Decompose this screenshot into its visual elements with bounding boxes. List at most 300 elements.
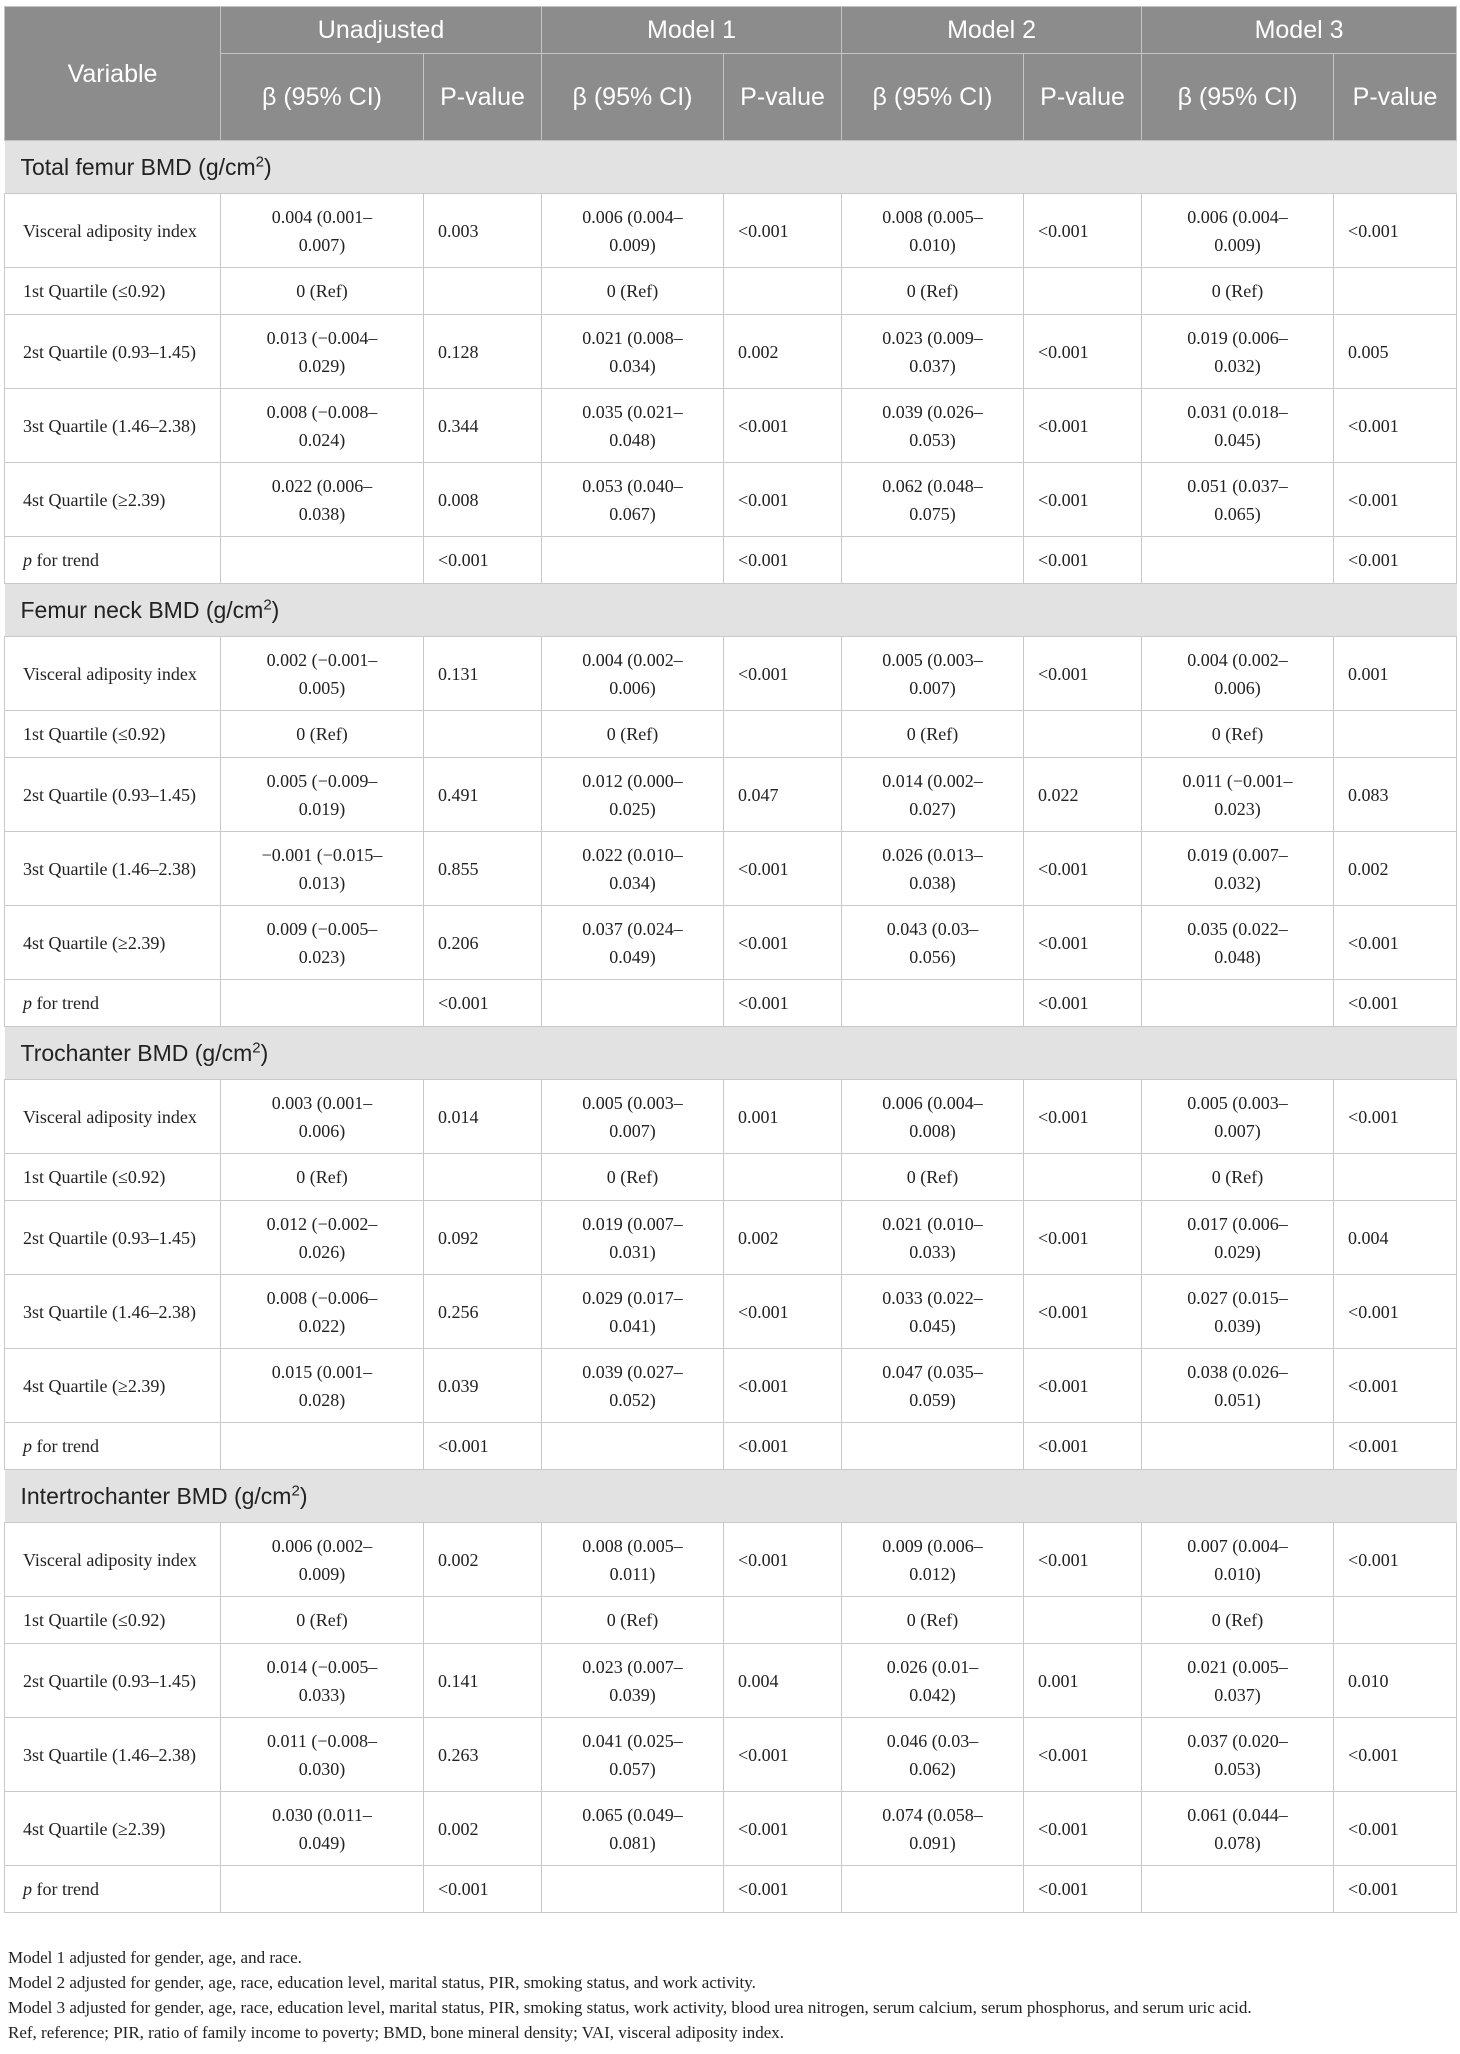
p-value-cell [1334, 711, 1457, 758]
p-value-cell: <0.001 [1334, 1792, 1457, 1866]
p-value-cell: 0.039 [424, 1349, 542, 1423]
p-value-cell: 0.022 [1024, 758, 1142, 832]
results-table-container [4, 6, 1456, 1913]
p-value-header: P-value [1334, 54, 1457, 141]
p-value-cell: <0.001 [1024, 1080, 1142, 1154]
table-row [5, 268, 1457, 315]
row-label [5, 906, 221, 980]
p-value-cell: <0.001 [1024, 463, 1142, 537]
p-value-cell: 0.141 [424, 1644, 542, 1718]
row-label [5, 980, 221, 1027]
row-label [5, 1718, 221, 1792]
p-value-cell: <0.001 [724, 980, 842, 1027]
p-value-cell: <0.001 [1334, 1423, 1457, 1470]
p-value-cell: 0.004 [724, 1644, 842, 1718]
beta-ci-cell: 0.011 (−0.008–0.030) [221, 1718, 424, 1792]
p-value-cell: <0.001 [1024, 832, 1142, 906]
row-label-text: for trend [32, 1436, 99, 1456]
unit-superscript: 2 [252, 1039, 261, 1057]
table-header [5, 7, 1457, 141]
row-label-text: 2st Quartile (0.93–1.45) [23, 1227, 196, 1248]
beta-ci-cell: −0.001 (−0.015–0.013) [221, 832, 424, 906]
beta-ci-cell: 0.053 (0.040–0.067) [542, 463, 724, 537]
p-value-cell: <0.001 [724, 832, 842, 906]
table-row [5, 711, 1457, 758]
row-label-text: 3st Quartile (1.46–2.38) [23, 1301, 196, 1322]
p-value-cell: 0.083 [1334, 758, 1457, 832]
table-row [5, 1597, 1457, 1644]
row-label-text: 1st Quartile (≤0.92) [23, 281, 166, 301]
p-value-cell: <0.001 [1024, 537, 1142, 584]
p-value-cell: <0.001 [724, 537, 842, 584]
beta-ci-cell [542, 1866, 724, 1913]
row-label-text: 1st Quartile (≤0.92) [23, 1167, 166, 1187]
p-value-cell: 0.014 [424, 1080, 542, 1154]
footnote: Model 2 adjusted for gender, age, race, education level, marital status, PIR, smoking status, and work activity. [8, 1973, 756, 1992]
beta-header: β (95% CI) [842, 54, 1024, 141]
beta-ci-cell: 0.019 (0.007–0.031) [542, 1201, 724, 1275]
p-value-cell: <0.001 [1334, 1349, 1457, 1423]
p-value-cell [1024, 268, 1142, 315]
row-label [5, 1792, 221, 1866]
beta-ci-cell: 0.006 (0.004–0.009) [542, 194, 724, 268]
p-value-header: P-value [724, 54, 842, 141]
variable-header: Variable [5, 7, 221, 141]
beta-ci-cell: 0.039 (0.026–0.053) [842, 389, 1024, 463]
p-value-cell: <0.001 [1024, 1275, 1142, 1349]
beta-ci-cell: 0.005 (−0.009–0.019) [221, 758, 424, 832]
beta-ci-cell: 0.012 (−0.002–0.026) [221, 1201, 424, 1275]
group-header-model-3: Model 3 [1142, 7, 1457, 54]
p-value-cell: 0.047 [724, 758, 842, 832]
beta-ci-cell: 0.021 (0.008–0.034) [542, 315, 724, 389]
p-value-cell [1334, 1597, 1457, 1644]
beta-ci-cell: 0.023 (0.007–0.039) [542, 1644, 724, 1718]
table-row [5, 537, 1457, 584]
row-label [5, 389, 221, 463]
beta-ci-cell: 0 (Ref) [221, 1597, 424, 1644]
p-value-cell: <0.001 [724, 463, 842, 537]
unit-superscript: 2 [291, 1482, 300, 1500]
p-value-cell: <0.001 [424, 537, 542, 584]
table-row [5, 1423, 1457, 1470]
row-label [5, 711, 221, 758]
beta-ci-cell: 0.006 (0.002–0.009) [221, 1523, 424, 1597]
p-value-cell [724, 711, 842, 758]
beta-ci-cell: 0.038 (0.026–0.051) [1142, 1349, 1334, 1423]
beta-ci-cell: 0.043 (0.03–0.056) [842, 906, 1024, 980]
p-value-cell: <0.001 [1334, 1275, 1457, 1349]
row-label-text: 4st Quartile (≥2.39) [23, 1375, 166, 1396]
section-title-text: Femur neck BMD (g/cm [20, 597, 264, 623]
p-value-cell: <0.001 [724, 637, 842, 711]
beta-ci-cell: 0.030 (0.011–0.049) [221, 1792, 424, 1866]
p-value-cell: <0.001 [1334, 463, 1457, 537]
beta-ci-cell: 0.047 (0.035–0.059) [842, 1349, 1024, 1423]
table-row [5, 980, 1457, 1027]
section-header-row [5, 1470, 1457, 1523]
p-value-header: P-value [1024, 54, 1142, 141]
section-title-text: Trochanter BMD (g/cm [20, 1040, 253, 1066]
section-title [5, 141, 1457, 194]
beta-ci-cell: 0.009 (0.006–0.012) [842, 1523, 1024, 1597]
p-value-cell: <0.001 [424, 1866, 542, 1913]
beta-ci-cell: 0.015 (0.001–0.028) [221, 1349, 424, 1423]
table-row [5, 1349, 1457, 1423]
beta-ci-cell: 0.022 (0.010–0.034) [542, 832, 724, 906]
table-body [5, 141, 1457, 1913]
beta-ci-cell: 0.004 (0.002–0.006) [1142, 637, 1334, 711]
unit-superscript: 2 [263, 596, 272, 614]
row-label-text: 3st Quartile (1.46–2.38) [23, 858, 196, 879]
p-value-cell: <0.001 [724, 1349, 842, 1423]
row-label [5, 1644, 221, 1718]
p-symbol: p [23, 1436, 32, 1456]
beta-ci-cell: 0.031 (0.018–0.045) [1142, 389, 1334, 463]
p-value-cell: <0.001 [1024, 1349, 1142, 1423]
p-value-cell: <0.001 [1334, 1080, 1457, 1154]
beta-ci-cell: 0 (Ref) [542, 711, 724, 758]
p-value-cell: <0.001 [1024, 1792, 1142, 1866]
row-label-text: 1st Quartile (≤0.92) [23, 724, 166, 744]
beta-ci-cell: 0.026 (0.01–0.042) [842, 1644, 1024, 1718]
beta-ci-cell: 0.046 (0.03–0.062) [842, 1718, 1024, 1792]
row-label-text: 1st Quartile (≤0.92) [23, 1610, 166, 1630]
p-value-cell [424, 1597, 542, 1644]
p-value-cell: 0.002 [1334, 832, 1457, 906]
p-value-cell: 0.002 [724, 315, 842, 389]
beta-ci-cell: 0.029 (0.017–0.041) [542, 1275, 724, 1349]
beta-ci-cell: 0 (Ref) [842, 1154, 1024, 1201]
footnote: Model 3 adjusted for gender, age, race, education level, marital status, PIR, smoking status, work activity, blood urea nitrogen, serum calcium, serum phosphorus, and serum uric acid. [8, 1998, 1252, 2017]
beta-ci-cell: 0 (Ref) [842, 711, 1024, 758]
row-label [5, 1423, 221, 1470]
p-value-cell: 0.008 [424, 463, 542, 537]
beta-ci-cell [542, 537, 724, 584]
p-symbol: p [23, 1879, 32, 1899]
row-label [5, 194, 221, 268]
table-row [5, 1275, 1457, 1349]
beta-ci-cell: 0.008 (0.005–0.010) [842, 194, 1024, 268]
beta-ci-cell: 0.008 (−0.006–0.022) [221, 1275, 424, 1349]
section-title [5, 1470, 1457, 1523]
row-label-text: for trend [32, 993, 99, 1013]
table-row [5, 1523, 1457, 1597]
table-row [5, 832, 1457, 906]
beta-ci-cell [221, 537, 424, 584]
row-label [5, 315, 221, 389]
p-value-cell: <0.001 [1024, 980, 1142, 1027]
beta-ci-cell [542, 980, 724, 1027]
footnote: Ref, reference; PIR, ratio of family income to poverty; BMD, bone mineral density; VAI, visceral adiposity index. [8, 2023, 784, 2042]
p-value-cell: <0.001 [1024, 906, 1142, 980]
row-label [5, 1275, 221, 1349]
p-value-cell: 0.256 [424, 1275, 542, 1349]
p-value-cell: 0.002 [424, 1792, 542, 1866]
beta-ci-cell: 0.027 (0.015–0.039) [1142, 1275, 1334, 1349]
beta-ci-cell: 0 (Ref) [842, 268, 1024, 315]
p-value-cell: <0.001 [424, 980, 542, 1027]
p-value-header: P-value [424, 54, 542, 141]
p-value-cell: 0.005 [1334, 315, 1457, 389]
beta-ci-cell: 0 (Ref) [1142, 711, 1334, 758]
beta-ci-cell: 0.005 (0.003–0.007) [1142, 1080, 1334, 1154]
row-label [5, 1080, 221, 1154]
section-title-close: ) [264, 154, 272, 180]
p-value-cell: <0.001 [1024, 1523, 1142, 1597]
row-label-text: 2st Quartile (0.93–1.45) [23, 784, 196, 805]
p-value-cell [1334, 268, 1457, 315]
beta-ci-cell: 0 (Ref) [542, 268, 724, 315]
p-value-cell: <0.001 [724, 389, 842, 463]
beta-ci-cell: 0.037 (0.020–0.053) [1142, 1718, 1334, 1792]
beta-ci-cell: 0 (Ref) [221, 711, 424, 758]
beta-ci-cell [1142, 537, 1334, 584]
beta-ci-cell [842, 537, 1024, 584]
row-label [5, 637, 221, 711]
p-value-cell: <0.001 [1334, 194, 1457, 268]
beta-ci-cell: 0 (Ref) [221, 1154, 424, 1201]
beta-ci-cell: 0 (Ref) [842, 1597, 1024, 1644]
beta-ci-cell [842, 1866, 1024, 1913]
row-label [5, 1523, 221, 1597]
beta-ci-cell: 0.051 (0.037–0.065) [1142, 463, 1334, 537]
row-label [5, 1349, 221, 1423]
p-value-cell: 0.001 [1024, 1644, 1142, 1718]
p-value-cell: <0.001 [724, 1792, 842, 1866]
beta-ci-cell: 0.019 (0.006–0.032) [1142, 315, 1334, 389]
p-value-cell: <0.001 [1334, 1523, 1457, 1597]
p-value-cell [424, 268, 542, 315]
section-title [5, 1027, 1457, 1080]
section-title-close: ) [299, 1483, 308, 1509]
beta-ci-cell: 0.006 (0.004–0.008) [842, 1080, 1024, 1154]
beta-ci-cell [842, 980, 1024, 1027]
row-label-text: 3st Quartile (1.46–2.38) [23, 415, 196, 436]
beta-ci-cell: 0 (Ref) [542, 1154, 724, 1201]
table-row [5, 315, 1457, 389]
table-row [5, 637, 1457, 711]
footnotes [8, 1945, 1448, 2045]
p-symbol: p [23, 993, 32, 1013]
p-value-cell: <0.001 [1334, 537, 1457, 584]
p-value-cell: 0.092 [424, 1201, 542, 1275]
p-value-cell: 0.344 [424, 389, 542, 463]
beta-ci-cell: 0.022 (0.006–0.038) [221, 463, 424, 537]
row-label [5, 1866, 221, 1913]
table-row [5, 1718, 1457, 1792]
beta-ci-cell: 0.008 (0.005–0.011) [542, 1523, 724, 1597]
beta-ci-cell: 0.074 (0.058–0.091) [842, 1792, 1024, 1866]
p-value-cell: <0.001 [724, 1718, 842, 1792]
p-value-cell: 0.131 [424, 637, 542, 711]
row-label [5, 463, 221, 537]
p-value-cell [1334, 1154, 1457, 1201]
regression-table [4, 6, 1457, 1913]
section-title-close: ) [260, 1040, 269, 1066]
row-label [5, 537, 221, 584]
p-value-cell: <0.001 [1024, 389, 1142, 463]
row-label [5, 1154, 221, 1201]
p-value-cell [724, 1154, 842, 1201]
beta-header: β (95% CI) [542, 54, 724, 141]
beta-ci-cell: 0.021 (0.005–0.037) [1142, 1644, 1334, 1718]
table-row [5, 1154, 1457, 1201]
row-label [5, 758, 221, 832]
beta-ci-cell: 0.023 (0.009–0.037) [842, 315, 1024, 389]
p-symbol: p [23, 550, 32, 570]
p-value-cell: 0.128 [424, 315, 542, 389]
beta-ci-cell [1142, 1866, 1334, 1913]
p-value-cell: 0.004 [1334, 1201, 1457, 1275]
p-value-cell: 0.002 [724, 1201, 842, 1275]
beta-ci-cell: 0 (Ref) [221, 268, 424, 315]
beta-ci-cell: 0.011 (−0.001–0.023) [1142, 758, 1334, 832]
p-value-cell: 0.003 [424, 194, 542, 268]
p-value-cell: <0.001 [1024, 194, 1142, 268]
p-value-cell [1024, 711, 1142, 758]
beta-ci-cell: 0.035 (0.021–0.048) [542, 389, 724, 463]
section-title-text: Intertrochanter BMD (g/cm [20, 1483, 292, 1509]
row-label-text: for trend [32, 1879, 99, 1899]
group-header-unadjusted: Unadjusted [221, 7, 542, 54]
beta-ci-cell: 0.026 (0.013–0.038) [842, 832, 1024, 906]
p-value-cell: <0.001 [724, 1275, 842, 1349]
beta-ci-cell: 0.012 (0.000–0.025) [542, 758, 724, 832]
p-value-cell: <0.001 [724, 194, 842, 268]
row-label-text: Visceral adiposity index [23, 1106, 197, 1127]
p-value-cell: <0.001 [724, 906, 842, 980]
p-value-cell: <0.001 [1024, 637, 1142, 711]
section-title [5, 584, 1457, 637]
beta-ci-cell [1142, 1423, 1334, 1470]
beta-ci-cell [1142, 980, 1334, 1027]
beta-ci-cell: 0.065 (0.049–0.081) [542, 1792, 724, 1866]
row-label [5, 832, 221, 906]
p-value-cell: <0.001 [724, 1423, 842, 1470]
beta-ci-cell [221, 1866, 424, 1913]
p-value-cell [424, 1154, 542, 1201]
row-label-text: 2st Quartile (0.93–1.45) [23, 1670, 196, 1691]
beta-ci-cell: 0.009 (−0.005–0.023) [221, 906, 424, 980]
group-header-model-1: Model 1 [542, 7, 842, 54]
table-row [5, 1201, 1457, 1275]
beta-ci-cell: 0.007 (0.004–0.010) [1142, 1523, 1334, 1597]
p-value-cell: <0.001 [424, 1423, 542, 1470]
p-value-cell: <0.001 [1024, 315, 1142, 389]
beta-ci-cell: 0.004 (0.001–0.007) [221, 194, 424, 268]
section-header-row [5, 141, 1457, 194]
beta-ci-cell: 0.006 (0.004–0.009) [1142, 194, 1334, 268]
beta-ci-cell: 0.021 (0.010–0.033) [842, 1201, 1024, 1275]
beta-ci-cell: 0 (Ref) [1142, 1597, 1334, 1644]
p-value-cell: <0.001 [1334, 980, 1457, 1027]
table-row [5, 1866, 1457, 1913]
beta-ci-cell: 0.019 (0.007–0.032) [1142, 832, 1334, 906]
beta-ci-cell: 0.014 (0.002–0.027) [842, 758, 1024, 832]
p-value-cell: <0.001 [1024, 1718, 1142, 1792]
beta-ci-cell: 0.037 (0.024–0.049) [542, 906, 724, 980]
row-label-text: 4st Quartile (≥2.39) [23, 1818, 166, 1839]
p-value-cell: <0.001 [1334, 1718, 1457, 1792]
beta-ci-cell: 0 (Ref) [1142, 268, 1334, 315]
p-value-cell: <0.001 [1334, 389, 1457, 463]
beta-ci-cell: 0.004 (0.002–0.006) [542, 637, 724, 711]
table-row [5, 1792, 1457, 1866]
p-value-cell: <0.001 [1024, 1201, 1142, 1275]
p-value-cell: 0.855 [424, 832, 542, 906]
p-value-cell: <0.001 [1024, 1866, 1142, 1913]
row-label-text: 4st Quartile (≥2.39) [23, 489, 166, 510]
p-value-cell: <0.001 [1024, 1423, 1142, 1470]
p-value-cell: 0.001 [724, 1080, 842, 1154]
row-label-text: for trend [32, 550, 99, 570]
table-row [5, 1644, 1457, 1718]
p-value-cell: 0.002 [424, 1523, 542, 1597]
p-value-cell [724, 1597, 842, 1644]
row-label-text: 3st Quartile (1.46–2.38) [23, 1744, 196, 1765]
beta-ci-cell: 0.062 (0.048–0.075) [842, 463, 1024, 537]
p-value-cell [1024, 1597, 1142, 1644]
unit-superscript: 2 [255, 153, 264, 171]
beta-ci-cell: 0.033 (0.022–0.045) [842, 1275, 1024, 1349]
beta-ci-cell: 0.061 (0.044–0.078) [1142, 1792, 1334, 1866]
p-value-cell [1024, 1154, 1142, 1201]
row-label-text: Visceral adiposity index [23, 220, 197, 241]
beta-ci-cell: 0.013 (−0.004–0.029) [221, 315, 424, 389]
beta-ci-cell: 0 (Ref) [1142, 1154, 1334, 1201]
beta-ci-cell [842, 1423, 1024, 1470]
footnote: Model 1 adjusted for gender, age, and race. [8, 1948, 302, 1967]
table-row [5, 463, 1457, 537]
beta-ci-cell: 0.041 (0.025–0.057) [542, 1718, 724, 1792]
section-header-row [5, 584, 1457, 637]
table-row [5, 194, 1457, 268]
table-row [5, 906, 1457, 980]
beta-header: β (95% CI) [1142, 54, 1334, 141]
row-label-text: Visceral adiposity index [23, 1549, 197, 1570]
beta-ci-cell [221, 1423, 424, 1470]
beta-ci-cell: 0.008 (−0.008–0.024) [221, 389, 424, 463]
p-value-cell [424, 711, 542, 758]
row-label-text: 4st Quartile (≥2.39) [23, 932, 166, 953]
beta-ci-cell: 0.017 (0.006–0.029) [1142, 1201, 1334, 1275]
row-label [5, 1597, 221, 1644]
table-row [5, 1080, 1457, 1154]
table-row [5, 758, 1457, 832]
section-title-close: ) [271, 597, 280, 623]
p-value-cell: 0.263 [424, 1718, 542, 1792]
p-value-cell: <0.001 [724, 1523, 842, 1597]
p-value-cell: 0.491 [424, 758, 542, 832]
p-value-cell: <0.001 [724, 1866, 842, 1913]
beta-ci-cell: 0 (Ref) [542, 1597, 724, 1644]
beta-ci-cell: 0.005 (0.003–0.007) [842, 637, 1024, 711]
beta-ci-cell: 0.035 (0.022–0.048) [1142, 906, 1334, 980]
p-value-cell: 0.206 [424, 906, 542, 980]
beta-ci-cell: 0.003 (0.001–0.006) [221, 1080, 424, 1154]
p-value-cell [724, 268, 842, 315]
row-label-text: Visceral adiposity index [23, 663, 197, 684]
beta-ci-cell [221, 980, 424, 1027]
beta-header: β (95% CI) [221, 54, 424, 141]
p-value-cell: <0.001 [1334, 1866, 1457, 1913]
p-value-cell: 0.010 [1334, 1644, 1457, 1718]
p-value-cell: <0.001 [1334, 906, 1457, 980]
row-label [5, 1201, 221, 1275]
table-row [5, 389, 1457, 463]
p-value-cell: 0.001 [1334, 637, 1457, 711]
